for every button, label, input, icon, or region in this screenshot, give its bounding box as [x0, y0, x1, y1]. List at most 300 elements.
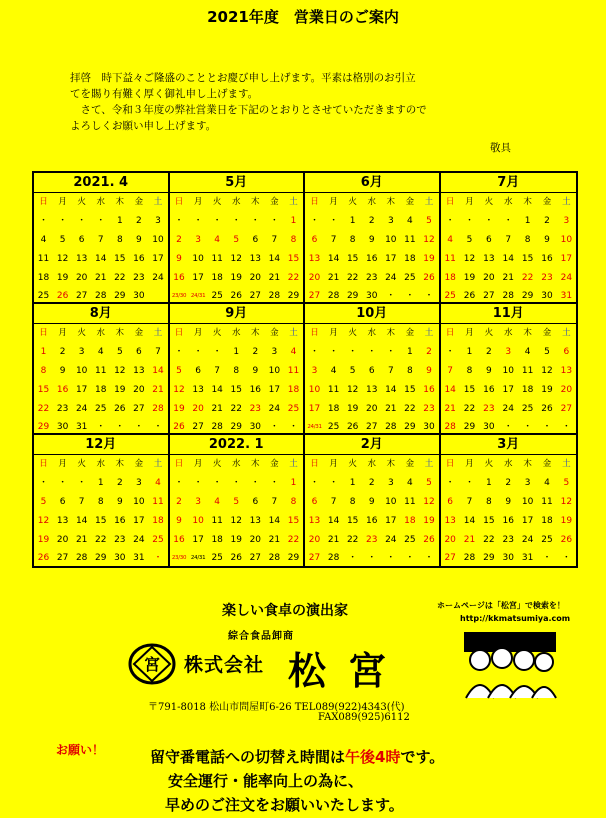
- weekday-header: 水: [96, 197, 105, 207]
- month-grid: [305, 324, 439, 437]
- day-cell: 10: [133, 496, 145, 507]
- day-cell: 3: [387, 215, 394, 226]
- day-cell: 19: [423, 253, 435, 264]
- day-cell: 5: [544, 346, 550, 357]
- weekday-header: 金: [542, 197, 552, 207]
- day-cell: 24: [75, 403, 88, 414]
- day-cell: 10: [308, 384, 321, 395]
- day-cell: 9: [426, 365, 432, 376]
- weekday-header: 火: [77, 197, 86, 207]
- weekday-header: 金: [542, 459, 552, 469]
- homepage-url[interactable]: http://kkmatsumiya.com: [460, 614, 571, 623]
- day-cell: 17: [308, 403, 321, 414]
- weekday-header: 月: [465, 459, 474, 469]
- day-cell: 13: [366, 384, 378, 395]
- greeting-letter: [70, 70, 540, 134]
- month-header: 11月: [441, 304, 577, 324]
- weekday-header: 金: [270, 197, 279, 207]
- day-cell: 16: [366, 253, 378, 264]
- day-cell: 16: [173, 272, 185, 283]
- day-cell: 7: [214, 365, 221, 376]
- day-cell: ・: [269, 477, 279, 488]
- day-cell: 5: [426, 477, 432, 488]
- weekday-header: 木: [115, 197, 125, 207]
- day-cell: 2: [368, 215, 375, 226]
- month-header: 8月: [34, 304, 168, 324]
- day-cell: 21: [75, 534, 88, 545]
- day-cell: 5: [426, 215, 432, 226]
- day-cell: ・: [310, 215, 320, 226]
- day-cell: 15: [346, 515, 359, 526]
- day-cell: 25: [211, 291, 223, 302]
- day-cell: 12: [346, 384, 359, 395]
- day-cell: 20: [308, 272, 321, 283]
- day-cell: 7: [466, 496, 473, 507]
- day-cell: 13: [249, 253, 262, 264]
- notice-text: 留守番電話への切替え時間は: [150, 748, 346, 766]
- day-cell: 15: [483, 515, 495, 526]
- weekday-header: 日: [39, 197, 48, 207]
- month-header: 2月: [305, 435, 439, 455]
- day-cell: 12: [37, 515, 50, 526]
- day-cell: 24: [521, 534, 534, 545]
- day-cell: 26: [37, 553, 50, 564]
- day-cell: 4: [290, 346, 297, 357]
- month-block: [305, 173, 441, 304]
- day-cell: 22: [483, 534, 495, 545]
- day-cell: 29: [37, 422, 50, 433]
- weekday-header: 土: [153, 328, 163, 338]
- day-cell: 1: [486, 477, 492, 488]
- day-cell: ・: [465, 215, 475, 226]
- day-cell: 14: [268, 515, 281, 526]
- day-cell: ・: [484, 215, 494, 226]
- day-cell: 9: [368, 234, 375, 245]
- day-cell: 18: [152, 515, 164, 526]
- day-cell: 24: [133, 534, 145, 545]
- day-cell: 21: [463, 534, 476, 545]
- day-cell: ・: [269, 422, 279, 433]
- day-cell: 31: [521, 553, 534, 564]
- day-cell: ・: [212, 215, 222, 226]
- day-cell: 27: [249, 291, 262, 302]
- day-cell: 27: [56, 553, 69, 564]
- weekday-header: 日: [39, 459, 48, 469]
- day-cell: 31: [560, 291, 573, 302]
- day-cell: ・: [115, 422, 125, 433]
- month-block: [441, 173, 577, 304]
- day-cell: 1: [290, 215, 297, 226]
- day-cell: 30: [249, 422, 262, 433]
- day-cell: 2: [544, 215, 550, 226]
- notice-line-1: [150, 746, 530, 767]
- day-cell: 24: [385, 272, 397, 283]
- day-cell: 25: [327, 422, 340, 433]
- day-cell: 10: [152, 234, 164, 245]
- day-cell: 2: [426, 346, 432, 357]
- day-cell: ・: [96, 422, 106, 433]
- day-cell: 14: [95, 253, 107, 264]
- day-cell: 7: [97, 234, 104, 245]
- month-header: 7月: [441, 173, 577, 193]
- day-cell: 10: [502, 365, 514, 376]
- day-cell: ・: [212, 477, 222, 488]
- month-header: 10月: [305, 304, 439, 324]
- month-block: [34, 435, 170, 566]
- month-block: [441, 304, 577, 435]
- day-cell: ・: [269, 215, 279, 226]
- month-block: [34, 304, 170, 435]
- day-cell: 30: [56, 422, 69, 433]
- day-cell: 22: [114, 272, 126, 283]
- day-cell: 13: [444, 515, 456, 526]
- day-cell: 1: [349, 477, 356, 488]
- day-cell: 2: [59, 346, 66, 357]
- day-cell: ・: [77, 477, 87, 488]
- day-cell: 9: [176, 253, 182, 264]
- day-cell: 22: [346, 272, 359, 283]
- day-cell: 11: [404, 234, 416, 245]
- day-cell: 27: [249, 553, 262, 564]
- day-cell: 16: [133, 253, 145, 264]
- day-cell: 5: [563, 477, 570, 488]
- day-cell: 2: [252, 346, 259, 357]
- day-cell: 4: [407, 477, 413, 488]
- day-cell: 18: [211, 534, 223, 545]
- day-cell: 18: [327, 403, 340, 414]
- day-cell: 16: [56, 384, 69, 395]
- day-cell: 14: [211, 384, 223, 395]
- day-cell: ・: [386, 291, 396, 302]
- day-cell: ・: [231, 477, 241, 488]
- weekday-header: 水: [231, 197, 241, 207]
- day-cell: 26: [114, 403, 126, 414]
- day-cell: 20: [56, 534, 69, 545]
- day-cell: 5: [40, 496, 47, 507]
- day-cell: 26: [346, 422, 359, 433]
- day-cell: ・: [405, 553, 415, 564]
- day-cell: 6: [311, 234, 318, 245]
- day-cell: 6: [311, 496, 318, 507]
- weekday-header: 金: [134, 328, 144, 338]
- business-type: 綜合食品卸商: [228, 631, 294, 642]
- company-logo-icon: [128, 643, 176, 685]
- day-cell: 19: [463, 272, 476, 283]
- weekday-header: 木: [523, 197, 532, 207]
- day-cell: 16: [366, 515, 378, 526]
- day-cell: 1: [466, 346, 473, 357]
- day-cell: 29: [287, 291, 300, 302]
- month-block: [305, 435, 441, 566]
- weekday-header: 木: [386, 459, 396, 469]
- day-cell: 10: [75, 365, 88, 376]
- month-grid: [305, 455, 439, 568]
- day-cell: 20: [133, 384, 145, 395]
- weekday-header: 水: [367, 197, 376, 207]
- day-cell: 13: [249, 515, 262, 526]
- day-cell: 23: [366, 534, 378, 545]
- day-cell: 13: [56, 515, 69, 526]
- day-cell: 10: [521, 496, 534, 507]
- weekday-header: 火: [348, 197, 357, 207]
- day-cell: 4: [97, 346, 104, 357]
- day-cell: 26: [230, 553, 242, 564]
- day-cell: 16: [173, 534, 185, 545]
- day-cell: 12: [560, 496, 573, 507]
- day-cell: ・: [542, 422, 552, 433]
- day-cell: 27: [75, 291, 88, 302]
- day-cell: 16: [249, 384, 262, 395]
- day-cell: 16: [502, 515, 514, 526]
- day-cell: 1: [116, 215, 123, 226]
- day-cell: 4: [544, 477, 550, 488]
- day-cell: 1: [97, 477, 104, 488]
- day-cell: 17: [268, 384, 281, 395]
- day-cell: 6: [368, 365, 375, 376]
- day-cell: 24/31: [190, 293, 206, 300]
- day-cell: 2: [368, 477, 375, 488]
- day-cell: 18: [211, 272, 223, 283]
- day-cell: 19: [423, 515, 435, 526]
- weekday-header: 月: [465, 328, 474, 338]
- day-cell: 4: [524, 346, 531, 357]
- day-cell: 24: [502, 403, 514, 414]
- day-cell: 24: [560, 272, 573, 283]
- weekday-header: 水: [367, 328, 376, 338]
- day-cell: ・: [174, 346, 184, 357]
- day-cell: ・: [193, 477, 203, 488]
- day-cell: 29: [521, 291, 534, 302]
- day-cell: 27: [560, 403, 573, 414]
- day-cell: ・: [329, 346, 339, 357]
- day-cell: 8: [466, 365, 473, 376]
- day-cell: 24/31: [307, 424, 322, 431]
- day-cell: 23: [114, 534, 126, 545]
- letter-line: 拝啓 時下益々ご隆盛のこととお慶び申し上げます。平素は格別のお引立: [70, 72, 416, 84]
- day-cell: 19: [346, 403, 359, 414]
- day-cell: 21: [385, 403, 397, 414]
- day-cell: 25: [211, 553, 223, 564]
- day-cell: ・: [329, 477, 339, 488]
- day-cell: 17: [521, 515, 534, 526]
- day-cell: 9: [252, 365, 259, 376]
- weekday-header: 土: [562, 197, 571, 207]
- weekday-header: 月: [58, 197, 67, 207]
- day-cell: 6: [252, 234, 259, 245]
- day-cell: 1: [233, 346, 240, 357]
- day-cell: 19: [56, 272, 69, 283]
- month-header: 12月: [34, 435, 168, 455]
- month-header: 2021. 4: [34, 173, 168, 193]
- day-cell: 26: [56, 291, 69, 302]
- weekday-header: 月: [58, 459, 67, 469]
- weekday-header: 金: [134, 197, 144, 207]
- day-cell: 22: [230, 403, 242, 414]
- day-cell: 8: [524, 234, 531, 245]
- month-block: [170, 304, 306, 435]
- day-cell: 3: [563, 215, 570, 226]
- day-cell: 3: [155, 215, 161, 226]
- weekday-header: 土: [424, 459, 434, 469]
- day-cell: 21: [268, 534, 281, 545]
- day-cell: 11: [444, 253, 456, 264]
- day-cell: 6: [59, 496, 66, 507]
- weekday-header: 金: [542, 328, 552, 338]
- day-cell: 11: [95, 365, 107, 376]
- letter-line: さて、令和３年度の弊社営業日を下記のとおりとさせていただきますので: [70, 104, 427, 116]
- day-cell: 19: [230, 272, 242, 283]
- day-cell: 27: [133, 403, 145, 414]
- day-cell: 12: [463, 253, 476, 264]
- weekday-header: 土: [562, 459, 571, 469]
- day-cell: 3: [311, 365, 318, 376]
- day-cell: 15: [287, 515, 300, 526]
- weekday-header: 水: [96, 459, 105, 469]
- day-cell: 20: [308, 534, 321, 545]
- day-cell: 4: [214, 234, 221, 245]
- day-cell: 8: [407, 365, 413, 376]
- company-address: 〒791-8018 松山市問屋町6-26 TEL089(922)4343(代): [148, 702, 405, 713]
- day-cell: 6: [486, 234, 492, 245]
- weekday-header: 木: [251, 328, 260, 338]
- day-cell: 5: [59, 234, 66, 245]
- day-cell: 24: [385, 534, 397, 545]
- day-cell: 23: [56, 403, 69, 414]
- day-cell: 28: [75, 553, 88, 564]
- month-header: 3月: [441, 435, 577, 455]
- request-label: お願い！: [56, 743, 105, 757]
- month-grid: [441, 455, 577, 568]
- day-cell: 3: [505, 346, 512, 357]
- month-block: [441, 435, 577, 566]
- day-cell: 22: [95, 534, 107, 545]
- day-cell: 20: [444, 534, 456, 545]
- staff-illustration-icon: [460, 628, 560, 700]
- day-cell: 15: [230, 384, 242, 395]
- day-cell: ・: [193, 215, 203, 226]
- day-cell: ・: [231, 215, 241, 226]
- day-cell: 10: [192, 515, 204, 526]
- day-cell: 15: [521, 253, 534, 264]
- day-cell: 22: [521, 272, 534, 283]
- day-cell: 23: [483, 403, 495, 414]
- day-cell: 28: [502, 291, 514, 302]
- day-cell: 14: [75, 515, 88, 526]
- day-cell: ・: [465, 477, 475, 488]
- day-cell: 29: [346, 291, 359, 302]
- day-cell: ・: [96, 215, 106, 226]
- day-cell: 1: [290, 477, 297, 488]
- day-cell: 19: [173, 403, 185, 414]
- month-block: [170, 173, 306, 304]
- day-cell: ・: [386, 553, 396, 564]
- month-grid: [170, 324, 304, 437]
- day-cell: 28: [327, 291, 340, 302]
- month-grid: [34, 324, 168, 437]
- day-cell: 9: [59, 365, 66, 376]
- day-cell: 15: [463, 384, 476, 395]
- day-cell: 21: [268, 272, 281, 283]
- weekday-header: 月: [329, 197, 338, 207]
- day-cell: 13: [483, 253, 495, 264]
- day-cell: 11: [541, 496, 553, 507]
- weekday-header: 月: [193, 328, 203, 338]
- day-cell: ・: [348, 553, 358, 564]
- day-cell: 14: [385, 384, 397, 395]
- day-cell: ・: [561, 422, 571, 433]
- day-cell: ・: [367, 553, 377, 564]
- weekday-header: 日: [174, 328, 184, 338]
- day-cell: 6: [78, 234, 85, 245]
- day-cell: ・: [58, 215, 68, 226]
- day-cell: 6: [252, 496, 259, 507]
- day-cell: 15: [346, 253, 359, 264]
- day-cell: 19: [37, 534, 50, 545]
- day-cell: 22: [287, 272, 300, 283]
- logo-char: 宮: [143, 655, 161, 674]
- day-cell: 12: [56, 253, 69, 264]
- day-cell: 3: [136, 477, 142, 488]
- weekday-header: 木: [115, 459, 125, 469]
- month-grid: [441, 324, 577, 437]
- day-cell: ・: [405, 291, 415, 302]
- day-cell: 22: [346, 534, 359, 545]
- day-cell: 27: [308, 553, 321, 564]
- day-cell: 18: [404, 253, 416, 264]
- day-cell: 29: [483, 553, 495, 564]
- day-cell: 3: [524, 477, 531, 488]
- weekday-header: 火: [484, 459, 494, 469]
- day-cell: 26: [560, 534, 573, 545]
- day-cell: 12: [173, 384, 185, 395]
- day-cell: 11: [404, 496, 416, 507]
- month-header: 5月: [170, 173, 304, 193]
- weekday-header: 火: [484, 197, 494, 207]
- day-cell: 5: [466, 234, 473, 245]
- weekday-header: 月: [193, 459, 203, 469]
- day-cell: 12: [114, 365, 126, 376]
- day-cell: 14: [463, 515, 476, 526]
- day-cell: 20: [249, 534, 262, 545]
- day-cell: ・: [424, 291, 434, 302]
- day-cell: 14: [268, 253, 281, 264]
- day-cell: 14: [502, 253, 514, 264]
- day-cell: 17: [133, 515, 145, 526]
- day-cell: 1: [40, 346, 47, 357]
- day-cell: 28: [385, 422, 397, 433]
- day-cell: 21: [211, 403, 223, 414]
- day-cell: 11: [152, 496, 164, 507]
- day-cell: 22: [404, 403, 416, 414]
- day-cell: 8: [349, 496, 356, 507]
- letter-line: よろしくお願い申し上げます。: [70, 120, 217, 132]
- weekday-header: 火: [484, 328, 494, 338]
- day-cell: 18: [37, 272, 50, 283]
- day-cell: 30: [366, 291, 378, 302]
- day-cell: 15: [114, 253, 126, 264]
- day-cell: 25: [444, 291, 456, 302]
- day-cell: 22: [37, 403, 50, 414]
- weekday-header: 水: [503, 197, 513, 207]
- month-header: 2022. 1: [170, 435, 304, 455]
- notice-line-2: 安全運行・能率向上の為に、: [168, 772, 364, 790]
- day-cell: 18: [521, 384, 534, 395]
- day-cell: 26: [541, 403, 553, 414]
- day-cell: 21: [95, 272, 107, 283]
- day-cell: 16: [423, 384, 435, 395]
- day-cell: 11: [211, 253, 223, 264]
- tagline: 楽しい食卓の演出家: [222, 603, 348, 619]
